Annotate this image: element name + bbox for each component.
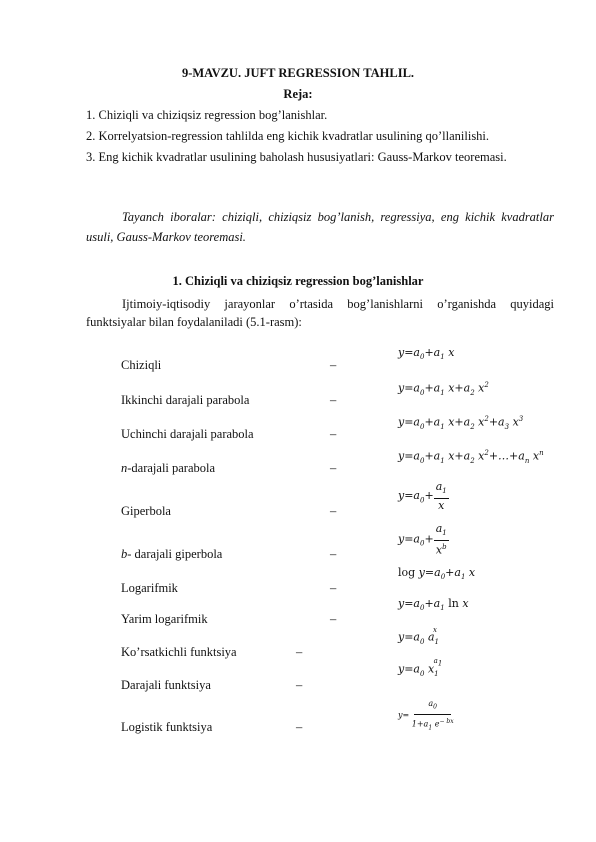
formula-hyperbola: $y=a_0+$ $\frac{a_1}{x}$ bbox=[398, 480, 447, 513]
plan-label: Reja: bbox=[283, 87, 313, 101]
function-name-exponential: Ko’rsatkichli funktsiya bbox=[121, 645, 237, 659]
function-name-linear: Chiziqli bbox=[121, 358, 162, 372]
function-name-hyperbola: Giperbola bbox=[121, 504, 171, 518]
function-name-logarithmic: Logarifmik bbox=[121, 581, 178, 595]
function-name-logistic: Logistik funktsiya bbox=[121, 720, 213, 734]
function-name-hyperbola-b: b- darajali giperbola bbox=[121, 547, 223, 561]
function-dash: – bbox=[330, 547, 337, 561]
function-name-parabola-n-text: -darajali parabola bbox=[127, 461, 216, 475]
intro-text: Ijtimoiy-iqtisodiy jarayonlar o’rtasida bog’lanishlarni o’rganishda quyidagi funktsiyalar bilan foydalaniladi (5.1-rasm): bbox=[86, 297, 554, 329]
function-name-power: Darajali funktsiya bbox=[121, 678, 211, 692]
page-title: 9-MAVZU. JUFT REGRESSION TAHLIL. bbox=[181, 66, 415, 80]
formula-parabola-2: $y=a_0+a_1$ $x+a_2$ $x^2$ bbox=[398, 381, 489, 397]
function-name-parabola-3: Uchinchi darajali parabola bbox=[121, 427, 254, 441]
function-name-semi-logarithmic: Yarim logarifmik bbox=[121, 612, 208, 626]
plan-item-2: 2. Korrelyatsion-regression tahlilda eng kichik kvadratlar usulining qo’llanilishi. bbox=[86, 129, 490, 143]
function-dash: – bbox=[330, 581, 337, 595]
section-title: 1. Chiziqli va chiziqsiz regression bog’lanishlar bbox=[172, 274, 424, 288]
plan-item-3: 3. Eng kichik kvadratlar usulining baholash hususiyatlari: Gauss-Markov teoremasi. bbox=[86, 150, 507, 164]
plan-item-1: 1. Chiziqli va chiziqsiz regression bog’lanishlar. bbox=[86, 108, 328, 122]
formula-parabola-3: $y=a_0+a_1$ $x+a_2$ $x^2+a_3$ $x^3$ bbox=[398, 415, 524, 431]
formula-power: $y=a_0$ $x_1^{a_1}$ bbox=[398, 657, 443, 678]
function-dash: – bbox=[330, 358, 337, 372]
formula-parabola-n: $y=a_0+a_1$ $x+a_2$ $x^2+\dots+a_n$ $x^n$ bbox=[398, 449, 544, 465]
formula-semi-logarithmic: $y=a_0+a_1$ ln x bbox=[398, 597, 469, 613]
keywords-text: Tayanch iboralar: chiziqli, chiziqsiz bog’lanish, regressiya, eng kichik kvadratlar usuli, Gauss-Markov teoremasi. bbox=[86, 210, 554, 244]
formula-logarithmic: $\log y=a_0+a_1$ x bbox=[398, 566, 476, 582]
formula-logistic: y= $\frac{a_0}{1+a_1 e^{- bx}}$ bbox=[398, 699, 454, 731]
function-dash: – bbox=[330, 504, 337, 518]
intro-paragraph bbox=[86, 295, 554, 331]
keywords-paragraph bbox=[86, 207, 554, 247]
function-dash: – bbox=[330, 427, 337, 441]
function-dash: – bbox=[330, 461, 337, 475]
function-name-parabola-2: Ikkinchi darajali parabola bbox=[121, 393, 250, 407]
function-dash: – bbox=[296, 678, 303, 692]
formula-exponential: $y=a_0$ $a_1^x$ bbox=[398, 626, 439, 646]
function-dash: – bbox=[296, 645, 303, 659]
function-dash: – bbox=[296, 720, 303, 734]
formula-hyperbola-b: $y=a_0+$ $\frac{a_1}{x^b}$ bbox=[398, 522, 447, 557]
formula-linear: $y=a_0+a_1$ x bbox=[398, 346, 455, 362]
function-name-parabola-n: n-darajali parabola bbox=[121, 461, 216, 475]
function-dash: – bbox=[330, 393, 337, 407]
function-dash: – bbox=[330, 612, 337, 626]
